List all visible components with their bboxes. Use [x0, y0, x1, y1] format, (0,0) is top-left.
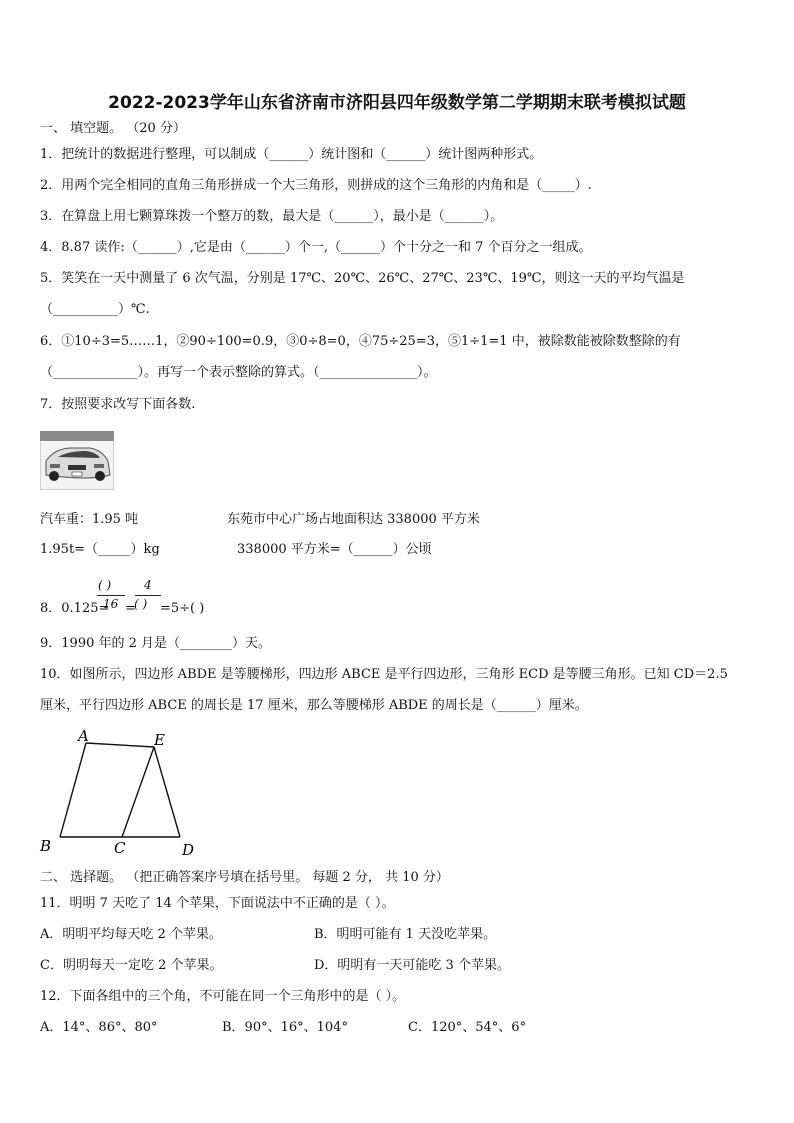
question-12-stem: 12．下面各组中的三个角，不可能在同一个三角形中的是（ ）。 — [40, 989, 406, 1004]
side-AE — [86, 743, 154, 747]
fraction2-bar — [135, 595, 161, 596]
question-12-option-c: C．120°、54°、6° — [408, 1020, 527, 1035]
question-5-line2: （__________）℃. — [40, 302, 150, 317]
question-8-suffix: =5÷( ) — [160, 601, 205, 616]
question-12-option-a: A．14°、86°、80° — [40, 1020, 158, 1035]
question-5-line1: 5．笑笑在一天中测量了 6 次气温，分别是 17℃、20℃、26℃、27℃、23℃、19℃，则这一天的平均气温是 — [40, 271, 685, 286]
question-7-line1: 7．按照要求改写下面各数. — [40, 397, 196, 412]
car-weight-label: 汽车重：1.95 吨 — [40, 512, 139, 527]
question-8-equals: = — [125, 601, 136, 616]
question-9: 9．1990 年的 2 月是（________）天。 — [40, 636, 272, 651]
vertex-label-B: B — [40, 837, 52, 855]
question-1: 1．把统计的数据进行整理，可以制成（______）统计图和（______）统计图两种形式。 — [40, 147, 543, 162]
vertex-label-E: E — [154, 731, 165, 749]
question-6-line2: （_____________）。再写一个表示整除的算式。（_______________）。 — [40, 365, 437, 380]
fraction1-numerator: ( ) — [98, 578, 112, 592]
page-title: 2022-2023学年山东省济南市济阳县四年级数学第二学期期末联考模拟试题 — [108, 93, 686, 113]
question-11-option-c: C．明明每天一定吃 2 个苹果。 — [40, 958, 223, 973]
fraction2-numerator: 4 — [144, 578, 152, 592]
side-ED — [154, 747, 180, 837]
question-3: 3．在算盘上用七颗算珠拨一个整万的数，最大是（______），最小是（______）。 — [40, 209, 504, 224]
question-2: 2．用两个完全相同的直角三角形拼成一个大三角形，则拼成的这个三角形的内角和是（_____）. — [40, 178, 592, 193]
fraction2-denominator: ( ) — [134, 597, 148, 611]
section2-heading: 二、 选择题。 （把正确答案序号填在括号里。 每题 2 分， 共 10 分） — [40, 870, 449, 885]
fraction1-denominator: 16 — [103, 597, 119, 611]
question-6-line1: 6．①10÷3=5……1，②90÷100=0.9，③0÷8=0，④75÷25=3，⑤1÷1=1 中，被除数能被除数整除的有 — [40, 334, 681, 349]
side-AB — [60, 743, 86, 837]
question-10-line2: 厘米，平行四边形 ABCE 的周长是 17 厘米，那么等腰梯形 ABDE 的周长是（______）厘米。 — [40, 698, 588, 713]
car-weight-convert: 1.95t=（_____）kg — [40, 542, 160, 557]
plaza-area-label: 东苑市中心广场占地面积达 338000 平方米 — [227, 512, 480, 527]
side-EC — [122, 747, 154, 837]
question-11-option-a: A．明明平均每天吃 2 个苹果。 — [40, 927, 222, 942]
question-8-prefix: 8．0.125= — [40, 601, 110, 616]
vertex-label-D: D — [182, 841, 195, 859]
question-10-line1: 10．如图所示，四边形 ABDE 是等腰梯形，四边形 ABCE 是平行四边形，三角形 ECD 是等腰三角形。已知 CD＝2.5 — [40, 667, 728, 682]
fraction1-bar — [97, 595, 125, 596]
trapezoid-figure — [30, 725, 210, 865]
vertex-label-C: C — [114, 839, 126, 857]
question-4: 4．8.87 读作:（______）,它是由（______）个一,（______）个十分之一和 7 个百分之一组成。 — [40, 240, 592, 255]
section1-heading: 一、 填空题。 （20 分） — [40, 121, 186, 136]
plaza-area-convert: 338000 平方米=（______）公顷 — [237, 542, 432, 557]
question-12-option-b: B．90°、16°、104° — [222, 1020, 348, 1035]
question-11-stem: 11．明明 7 天吃了 14 个苹果，下面说法中不正确的是（ ）。 — [40, 896, 395, 911]
question-11-option-b: B．明明可能有 1 天没吃苹果。 — [314, 927, 497, 942]
car-photo — [40, 431, 114, 490]
question-11-option-d: D．明明有一天可能吃 3 个苹果。 — [314, 958, 510, 973]
vertex-label-A: A — [78, 727, 89, 745]
